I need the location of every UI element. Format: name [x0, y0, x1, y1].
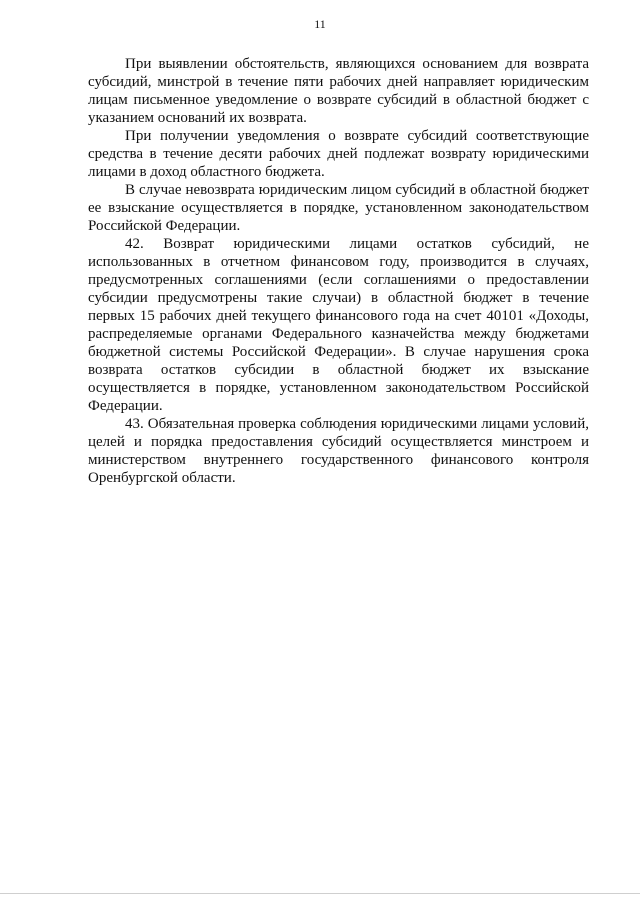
page-number: 11: [314, 17, 326, 31]
paragraph-non-refund-recovery: В случае невозврата юридическим лицом субсидий в областной бюджет ее взыскание осуществляется в порядке, установленном законодательством Российской Федерации.: [88, 182, 589, 234]
paragraph-refund-notice: При выявлении обстоятельств, являющихся основанием для возврата субсидий, минстрой в течение пяти рабочих дней направляет юридическим лицам письменное уведомление о возврате субсидий в областной бюджет с указанием оснований их возврата.: [88, 56, 589, 126]
paragraph-clause-42: 42. Возврат юридическими лицами остатков субсидий, не использованных в отчетном финансовом году, производится в случаях, предусмотренных соглашениями (если соглашениями о предоставлении субсидии предусмотрены такие случаи) в областной бюджет в течение первых 15 рабочих дней текущего финансового года на счет 40101 «Доходы, распределяемые органами Федерального казначейства между бюджетами бюджетной системы Российской Федерации». В случае нарушения срока возврата остатков субсидии в областной бюджет их взыскание осуществляется в порядке, установленном законодательством Российской Федерации.: [88, 236, 589, 414]
paragraph-refund-deadline: При получении уведомления о возврате субсидий соответствующие средства в течение десяти рабочих дней подлежат возврату юридическими лицами в доход областного бюджета.: [88, 128, 589, 180]
page-bottom-edge: [0, 893, 640, 894]
document-body: [88, 55, 589, 487]
paragraph-clause-43: 43. Обязательная проверка соблюдения юридическими лицами условий, целей и порядка предоставления субсидий осуществляется минстроем и министерством внутреннего государственного финансового контроля Оренбургской области.: [88, 416, 589, 486]
